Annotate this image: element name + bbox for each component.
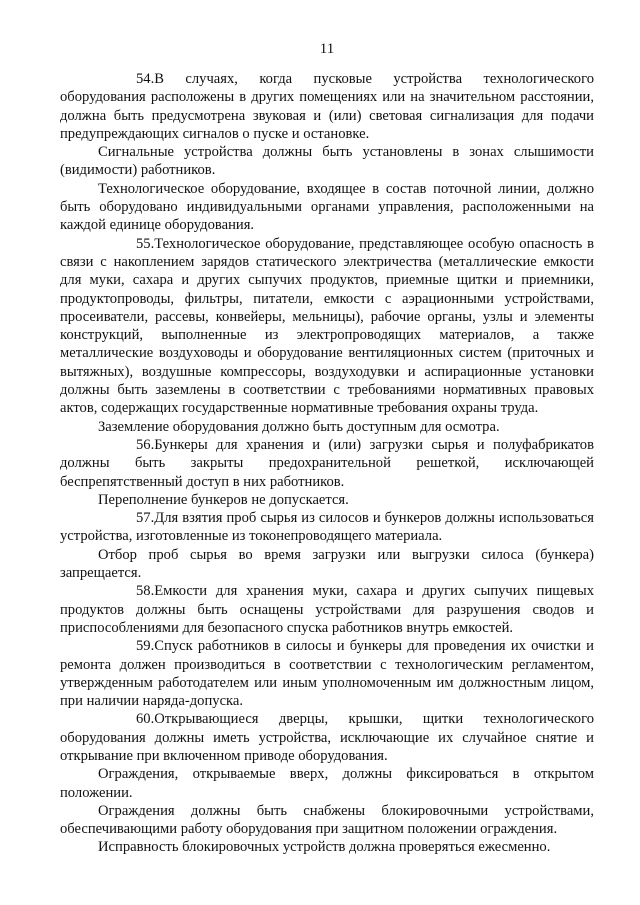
paragraph-text: Бункеры для хранения и (или) загрузки сырья и полуфабрикатов должны быть закрыты предохранительной решеткой, исключающей беспрепятственный доступ в них работников. [60,436,594,490]
paragraph-60 [60,710,594,765]
paragraph-text: Переполнение бункеров не допускается. [98,491,349,508]
paragraph-54 [60,70,594,143]
paragraph-text: Исправность блокировочных устройств должна проверяться ежесменно. [98,839,551,856]
paragraph-text: Для взятия проб сырья из силосов и бункеров должны использоваться устройства, изготовленные из токонепроводящего материала. [60,510,594,545]
clause-number: 56. [136,436,155,453]
paragraph [60,143,594,180]
paragraph-text: Спуск работников в силосы и бункеры для проведения их очистки и ремонта должен производиться в соответствии с технологическим регламентом, утвержденным работодателем или иным уполномоченным им должностным лицом, при наличии наряда-допуска. [60,638,594,710]
paragraph-text: Открывающиеся дверцы, крышки, щитки технологического оборудования должны иметь устройства, исключающие их случайное снятие и открывание при включенном приводе оборудования. [60,711,594,764]
clause-number: 58. [136,583,155,600]
paragraph [60,418,594,436]
clause-number: 55. [136,235,155,252]
paragraph-58 [60,582,594,637]
paragraph [60,765,594,802]
paragraph-59 [60,637,594,710]
paragraph-text: Емкости для хранения муки, сахара и других сыпучих пищевых продуктов должны быть оснащены устройствами для разрушения сводов и приспособлениями для безопасного спуска работников внутрь емкостей. [60,583,594,636]
page-number: 11 [319,41,335,57]
paragraph [60,491,594,509]
paragraph [60,546,594,583]
paragraph-56 [60,436,594,491]
clause-number: 57. [136,510,155,527]
paragraph-57 [60,509,594,546]
clause-number: 54. [136,71,155,87]
paragraph-text: Ограждения должны быть снабжены блокировочными устройствами, обеспечивающими работу оборудования при защитном положении ограждения. [60,802,594,838]
clause-number: 60. [136,711,155,728]
paragraph [60,802,594,839]
paragraph-text: Технологическое оборудование, представляющее особую опасность в связи с накоплением зарядов статического электричества (металлические емкости для муки, сахара и других сыпучих продуктов, приемные щитки и приемники, продуктопроводы, фильтры, питатели, емкости с аэрационными устройствами, просеиватели, рассевы, конвейеры, мельницы), рабочие органы, узлы и элементы конструкций, выполненные из электропроводящих материалов, а также металлические воздуховоды и оборудование вентиляционных систем (приточных и вытяжных), воздушные компрессоры, воздуходувки и аспирационные установки должны быть заземлены в соответствии с требованиями нормативных правовых актов, содержащих государственные нормативные требования охраны труда. [60,235,594,417]
clause-number: 59. [136,638,155,655]
paragraph-text: Технологическое оборудование, входящее в состав поточной линии, должно быть оборудовано индивидуальными органами управления, расположенными на каждой единице оборудования. [60,180,594,234]
paragraph-text: Отбор проб сырья во время загрузки или выгрузки силоса (бункера) запрещается. [60,546,594,582]
paragraph-text: Заземление оборудования должно быть доступным для осмотра. [98,418,500,435]
paragraph-text: Сигнальные устройства должны быть установлены в зонах слышимости (видимости) работников. [60,144,594,179]
document-body [60,70,594,857]
paragraph [60,838,594,856]
paragraph-text: Ограждения, открываемые вверх, должны фиксироваться в открытом положении. [60,766,594,801]
paragraph-55 [60,235,594,418]
document-page [60,0,594,905]
paragraph-text: В случаях, когда пусковые устройства технологического оборудования расположены в других помещениях или на значительном расстоянии, должна быть предусмотрена звуковая и (или) световая сигнализация для подачи предупреждающих сигналов о пуске и остановке. [60,71,594,142]
paragraph [60,180,594,235]
